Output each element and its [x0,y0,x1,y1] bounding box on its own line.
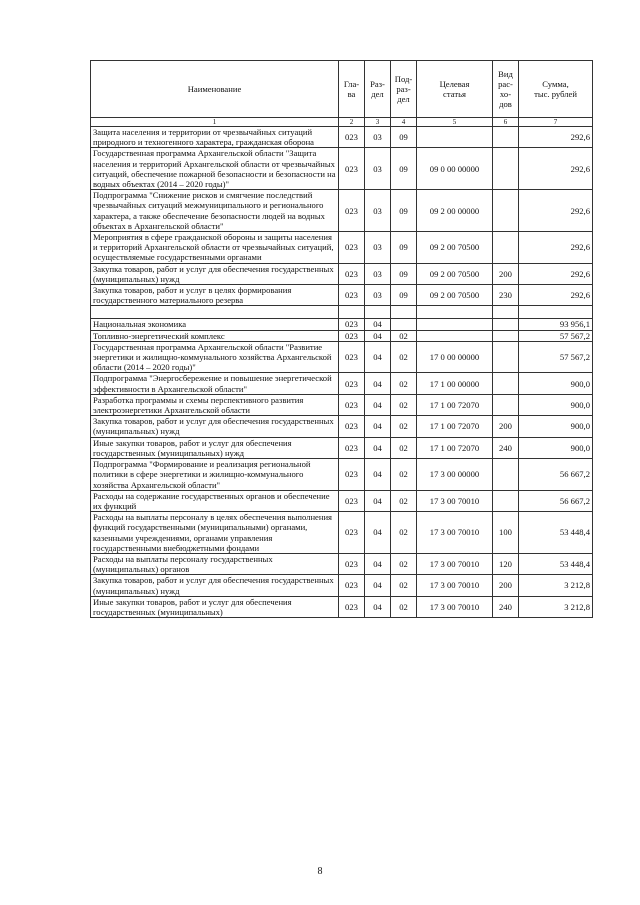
row-glava: 023 [339,575,365,596]
row-name: Закупка товаров, работ и услуг для обеспечения государственных (муниципальных) нужд [91,575,339,596]
row-sum: 292,6 [519,190,593,232]
row-target: 17 1 00 72070 [417,437,493,458]
row-sum: 292,6 [519,285,593,306]
row-podrazdel: 02 [391,437,417,458]
row-target: 17 0 00 00000 [417,341,493,373]
table-row [91,341,593,373]
row-sum: 900,0 [519,437,593,458]
table-row [91,490,593,511]
column-number-row [91,118,593,127]
row-name: Расходы на выплаты персоналу в целях обеспечения выполнения функций государственными (муниципальными) органами, казенными учреждениями, органами управления государственными внебюджетными фондами [91,512,339,554]
row-podrazdel: 02 [391,416,417,437]
row-razdel: 04 [365,373,391,394]
row-vid [493,232,519,264]
row-podrazdel: 09 [391,285,417,306]
row-vid [493,190,519,232]
row-name: Мероприятия в сфере гражданской обороны и защиты населения и территорий Архангельской области от чрезвычайных ситуаций, осуществляемые государственными органами [91,232,339,264]
table-row [91,373,593,394]
column-number: 1 [91,118,339,127]
table-row [91,232,593,264]
row-target: 09 2 00 70500 [417,232,493,264]
row-razdel: 04 [365,553,391,574]
table-row [91,263,593,284]
row-razdel [365,306,391,319]
row-target: 17 1 00 72070 [417,416,493,437]
row-podrazdel: 02 [391,459,417,491]
row-glava: 023 [339,148,365,190]
row-vid [493,306,519,319]
row-vid: 120 [493,553,519,574]
row-vid: 230 [493,285,519,306]
row-name: Закупка товаров, работ и услуг в целях формирования государственного материального резерва [91,285,339,306]
row-podrazdel: 02 [391,394,417,415]
row-razdel: 03 [365,263,391,284]
row-name: Подпрограмма "Энергосбережение и повышение энергетической эффективности в Архангельской области" [91,373,339,394]
table-row [91,575,593,596]
row-glava: 023 [339,373,365,394]
row-name: Подпрограмма "Формирование и реализация региональной политики в сфере энергетики и жилищно-коммунального хозяйства Архангельской области" [91,459,339,491]
row-vid [493,127,519,148]
row-glava: 023 [339,232,365,264]
table-row [91,306,593,319]
row-sum: 53 448,4 [519,553,593,574]
row-target: 09 2 00 70500 [417,263,493,284]
row-podrazdel: 02 [391,553,417,574]
row-glava: 023 [339,416,365,437]
table-row [91,330,593,341]
row-glava: 023 [339,394,365,415]
row-vid [493,373,519,394]
row-vid: 200 [493,416,519,437]
row-podrazdel: 09 [391,232,417,264]
row-target [417,319,493,330]
header-name [91,61,339,118]
row-target: 17 3 00 70010 [417,596,493,617]
row-podrazdel: 02 [391,330,417,341]
row-razdel: 03 [365,127,391,148]
table-row [91,127,593,148]
row-name: Топливно-энергетический комплекс [91,330,339,341]
table-row [91,596,593,617]
row-glava: 023 [339,490,365,511]
row-podrazdel: 02 [391,596,417,617]
row-name: Иные закупки товаров, работ и услуг для обеспечения государственных (муниципальных) [91,596,339,617]
header-podrazdel-text: Под- раз- дел [394,73,413,105]
row-name: Национальная экономика [91,319,339,330]
row-razdel: 04 [365,596,391,617]
row-target [417,330,493,341]
row-sum: 292,6 [519,263,593,284]
header-podrazdel [391,61,417,118]
table-row [91,416,593,437]
row-razdel: 03 [365,232,391,264]
header-glava [339,61,365,118]
row-vid [493,341,519,373]
column-number: 3 [365,118,391,127]
row-podrazdel: 09 [391,263,417,284]
row-target: 09 0 00 00000 [417,148,493,190]
row-glava: 023 [339,341,365,373]
row-razdel: 04 [365,394,391,415]
row-razdel: 03 [365,285,391,306]
row-target: 17 3 00 70010 [417,575,493,596]
row-sum: 57 567,2 [519,330,593,341]
row-sum: 56 667,2 [519,459,593,491]
row-razdel: 03 [365,148,391,190]
header-vid [493,61,519,118]
row-sum: 292,6 [519,232,593,264]
header-sum [519,61,593,118]
row-name: Расходы на выплаты персоналу государственных (муниципальных) органов [91,553,339,574]
table-row [91,190,593,232]
row-glava: 023 [339,263,365,284]
row-razdel: 04 [365,319,391,330]
row-vid: 100 [493,512,519,554]
row-glava: 023 [339,285,365,306]
row-name: Государственная программа Архангельской области "Развитие энергетики и жилищно-коммунального хозяйства Архангельской области (2014 – 2020 годы)" [91,341,339,373]
row-razdel: 04 [365,490,391,511]
row-glava: 023 [339,190,365,232]
row-podrazdel: 09 [391,127,417,148]
row-vid [493,330,519,341]
row-sum: 93 956,1 [519,319,593,330]
row-target: 17 3 00 70010 [417,490,493,511]
row-target: 17 3 00 70010 [417,512,493,554]
row-glava: 023 [339,330,365,341]
row-sum: 3 212,8 [519,575,593,596]
table-row [91,437,593,458]
row-name: Иные закупки товаров, работ и услуг для обеспечения государственных (муниципальных) нужд [91,437,339,458]
row-name: Защита населения и территории от чрезвычайных ситуаций природного и техногенного характера, гражданская оборона [91,127,339,148]
row-target: 09 2 00 70500 [417,285,493,306]
row-sum: 900,0 [519,373,593,394]
row-vid: 200 [493,575,519,596]
row-glava: 023 [339,459,365,491]
header-vid-text: Вид рас- хо- дов [498,68,513,110]
row-razdel: 04 [365,459,391,491]
row-sum: 900,0 [519,416,593,437]
header-sum-text: Сумма, тыс. рублей [534,78,577,99]
row-sum: 3 212,8 [519,596,593,617]
row-podrazdel [391,306,417,319]
header-razdel [365,61,391,118]
row-sum: 292,6 [519,127,593,148]
row-sum: 900,0 [519,394,593,415]
row-target [417,306,493,319]
header-glava-text: Гла- ва [343,78,360,99]
column-number: 7 [519,118,593,127]
row-podrazdel: 09 [391,190,417,232]
row-target: 17 1 00 00000 [417,373,493,394]
row-razdel: 04 [365,512,391,554]
row-razdel: 04 [365,341,391,373]
row-podrazdel: 02 [391,341,417,373]
table-row [91,285,593,306]
row-vid [493,394,519,415]
row-name: Подпрограмма "Снижение рисков и смягчение последствий чрезвычайных ситуаций межмуниципального и регионального характера, а также обеспечение безопасности людей на водных объектах в Архангельской области" [91,190,339,232]
row-name: Закупка товаров, работ и услуг для обеспечения государственных (муниципальных) нужд [91,263,339,284]
header-target-text: Целевая статья [439,78,470,99]
row-vid: 240 [493,437,519,458]
row-vid [493,459,519,491]
column-number: 2 [339,118,365,127]
row-podrazdel: 02 [391,373,417,394]
column-number: 5 [417,118,493,127]
row-podrazdel: 09 [391,148,417,190]
row-sum [519,306,593,319]
header-razdel-text: Раз- дел [370,78,385,99]
row-glava: 023 [339,319,365,330]
row-target [417,127,493,148]
row-glava [339,306,365,319]
row-glava: 023 [339,437,365,458]
row-target: 17 1 00 72070 [417,394,493,415]
column-number: 4 [391,118,417,127]
table-row [91,459,593,491]
row-target: 17 3 00 00000 [417,459,493,491]
row-podrazdel: 02 [391,575,417,596]
row-vid [493,319,519,330]
row-razdel: 04 [365,575,391,596]
row-sum: 57 567,2 [519,341,593,373]
table-row [91,148,593,190]
row-razdel: 04 [365,437,391,458]
row-sum: 53 448,4 [519,512,593,554]
row-vid [493,148,519,190]
row-razdel: 04 [365,330,391,341]
header-target [417,61,493,118]
table-body [91,127,593,618]
row-name: Разработка программы и схемы перспективного развития электроэнергетики Архангельской области [91,394,339,415]
row-vid: 200 [493,263,519,284]
header-row [91,61,593,118]
row-glava: 023 [339,553,365,574]
table-row [91,553,593,574]
column-number: 6 [493,118,519,127]
row-podrazdel: 02 [391,490,417,511]
row-glava: 023 [339,127,365,148]
row-vid: 240 [493,596,519,617]
row-name [91,306,339,319]
row-sum: 56 667,2 [519,490,593,511]
row-target: 09 2 00 00000 [417,190,493,232]
row-target: 17 3 00 70010 [417,553,493,574]
table-row [91,319,593,330]
table-row [91,512,593,554]
row-glava: 023 [339,512,365,554]
row-podrazdel [391,319,417,330]
row-razdel: 03 [365,190,391,232]
table-row [91,394,593,415]
row-podrazdel: 02 [391,512,417,554]
header-name-text: Наименование [187,83,242,94]
row-sum: 292,6 [519,148,593,190]
row-glava: 023 [339,596,365,617]
row-vid [493,490,519,511]
row-name: Государственная программа Архангельской области "Защита населения и территорий Архангельской области от чрезвычайных ситуаций, обеспечение пожарной безопасности и безопасности на водных объектах (2014 – 2020 годы)" [91,148,339,190]
page-number: 8 [317,866,323,877]
budget-table [90,60,593,618]
row-name: Расходы на содержание государственных органов и обеспечение их функций [91,490,339,511]
row-razdel: 04 [365,416,391,437]
row-name: Закупка товаров, работ и услуг для обеспечения государственных (муниципальных) нужд [91,416,339,437]
